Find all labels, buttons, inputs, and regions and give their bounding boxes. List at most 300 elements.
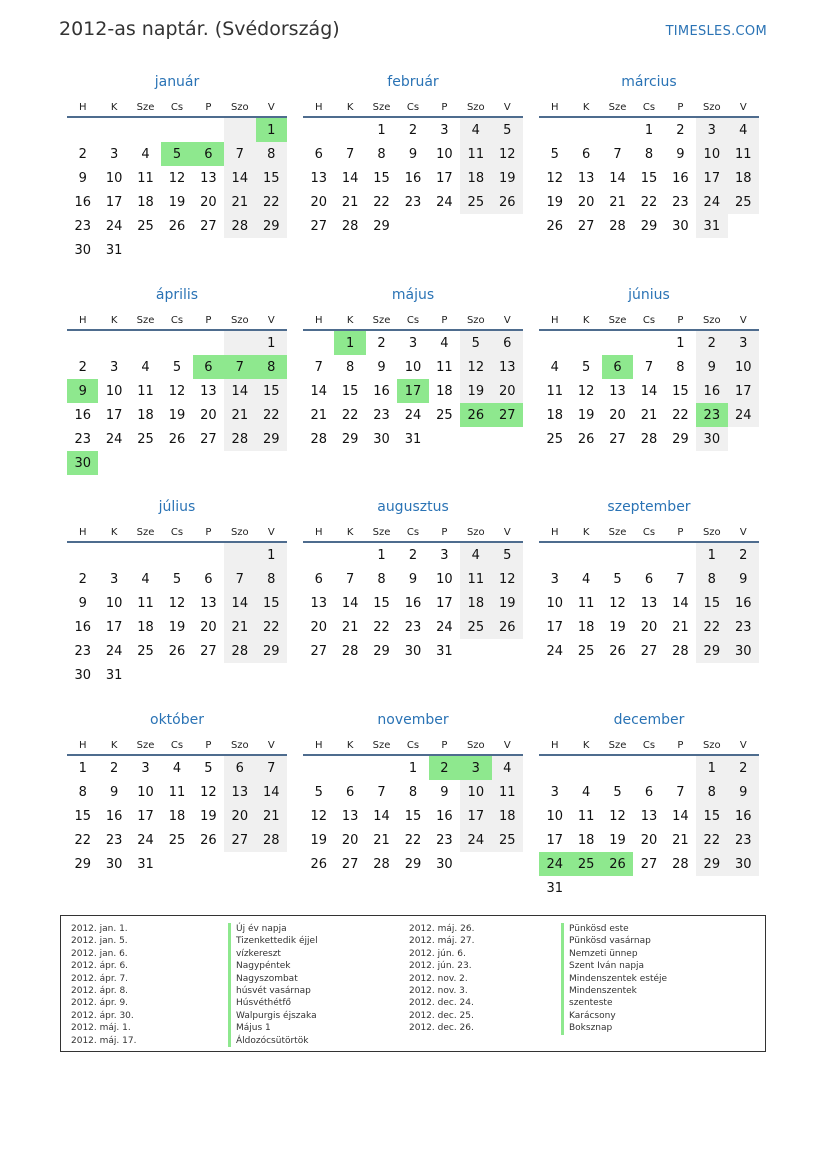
day-cell: 21 xyxy=(672,832,689,848)
week-row xyxy=(539,117,759,142)
day-cell: 2 xyxy=(78,571,87,587)
empty-cell xyxy=(193,451,224,475)
day-cell: 28 xyxy=(224,214,255,238)
day-cell: 29 xyxy=(373,218,390,234)
day-cell: 24 xyxy=(546,643,563,659)
empty-cell xyxy=(161,117,192,142)
week-row xyxy=(303,828,523,852)
empty-cell xyxy=(728,876,759,900)
day-cell: 5 xyxy=(613,784,622,800)
empty-cell xyxy=(224,330,255,355)
day-cell: 4 xyxy=(141,146,150,162)
day-cell: 18 xyxy=(460,166,491,190)
empty-cell xyxy=(602,755,633,780)
day-cell: 10 xyxy=(436,146,453,162)
day-cell: 4 xyxy=(141,571,150,587)
weekday-header: Szo xyxy=(460,523,491,542)
day-cell: 8 xyxy=(377,146,386,162)
day-cell: 15 xyxy=(74,808,91,824)
empty-cell xyxy=(161,330,192,355)
week-row xyxy=(539,166,759,190)
day-cell: 12 xyxy=(577,383,595,399)
day-cell: 16 xyxy=(373,383,390,399)
empty-cell xyxy=(539,542,570,567)
empty-cell xyxy=(460,214,491,238)
weekday-header: Sze xyxy=(602,523,633,542)
empty-cell xyxy=(602,117,633,142)
day-cell: 6 xyxy=(314,146,323,162)
day-cell: 9 xyxy=(728,780,759,804)
weekday-header: Cs xyxy=(161,523,192,542)
day-cell: 31 xyxy=(436,643,453,659)
day-cell: 16 xyxy=(74,194,91,210)
empty-cell xyxy=(570,876,601,900)
day-cell: 13 xyxy=(609,383,626,399)
month-table xyxy=(539,736,759,900)
day-cell: 25 xyxy=(546,431,563,447)
weekday-header: K xyxy=(98,523,129,542)
day-cell: 3 xyxy=(141,760,150,776)
week-row xyxy=(303,542,523,567)
day-cell: 19 xyxy=(460,379,491,403)
empty-cell xyxy=(193,542,224,567)
empty-cell xyxy=(256,451,287,475)
day-cell: 1 xyxy=(696,755,727,780)
day-cell: 10 xyxy=(137,784,154,800)
week-row xyxy=(67,828,287,852)
empty-cell xyxy=(460,852,491,876)
month-block xyxy=(539,497,759,663)
day-cell: 30 xyxy=(105,856,123,872)
day-cell: 10 xyxy=(460,780,491,804)
day-cell: 25 xyxy=(137,643,154,659)
day-cell: 20 xyxy=(609,407,626,423)
day-cell: 5 xyxy=(492,542,523,567)
day-cell: 7 xyxy=(256,755,287,780)
legend-entry: 2012. ápr. 30. xyxy=(71,1010,134,1021)
day-cell: 17 xyxy=(436,170,453,186)
empty-cell xyxy=(130,330,161,355)
day-cell: 25 xyxy=(168,832,186,848)
day-cell: 28 xyxy=(256,828,287,852)
weekday-header: V xyxy=(492,311,523,330)
day-cell: 18 xyxy=(436,383,453,399)
weekday-header: Szo xyxy=(224,736,255,755)
weekday-header: V xyxy=(256,311,287,330)
day-cell: 26 xyxy=(609,643,626,659)
day-cell: 27 xyxy=(577,218,595,234)
day-cell: 1 xyxy=(256,330,287,355)
weekday-header: Szo xyxy=(696,736,727,755)
weekday-header: V xyxy=(256,523,287,542)
weekday-header: H xyxy=(303,311,334,330)
empty-cell xyxy=(161,663,192,687)
month-name: szeptember xyxy=(607,499,691,515)
day-cell: 10 xyxy=(404,359,422,375)
week-row xyxy=(67,355,287,379)
empty-cell xyxy=(696,876,727,900)
week-row xyxy=(539,804,759,828)
month-name: július xyxy=(158,499,196,515)
day-cell: 2 xyxy=(676,122,685,138)
weekday-header: Sze xyxy=(130,736,161,755)
week-row xyxy=(67,166,287,190)
weekday-header: Sze xyxy=(366,311,397,330)
weekday-header: Sze xyxy=(602,736,633,755)
week-row xyxy=(303,755,523,780)
weekday-header: H xyxy=(539,311,570,330)
day-cell: 7 xyxy=(314,359,323,375)
month-table xyxy=(303,523,523,663)
day-cell: 3 xyxy=(440,547,449,563)
month-block xyxy=(67,72,287,262)
week-row xyxy=(539,214,759,238)
day-cell: 8 xyxy=(345,359,355,375)
week-row xyxy=(539,780,759,804)
day-cell: 9 xyxy=(408,571,418,587)
day-cell: 4 xyxy=(550,359,559,375)
day-cell: 18 xyxy=(137,194,154,210)
day-cell: 8 xyxy=(408,784,418,800)
day-cell: 11 xyxy=(460,567,491,591)
weekday-header: Szo xyxy=(696,311,727,330)
empty-cell xyxy=(224,117,255,142)
day-cell: 25 xyxy=(137,431,154,447)
day-cell: 3 xyxy=(460,755,491,780)
empty-cell xyxy=(224,451,255,475)
day-cell: 25 xyxy=(460,615,491,639)
day-cell: 19 xyxy=(492,166,523,190)
day-cell: 26 xyxy=(310,856,327,872)
day-cell: 31 xyxy=(137,856,154,872)
weekday-header: Cs xyxy=(161,98,192,117)
week-row xyxy=(67,755,287,780)
day-cell: 23 xyxy=(404,194,422,210)
day-cell: 12 xyxy=(460,355,491,379)
day-cell: 20 xyxy=(310,619,327,635)
holiday-legend xyxy=(60,915,766,1052)
legend-entry: Mindenszentek xyxy=(561,985,667,997)
day-cell: 19 xyxy=(310,832,327,848)
empty-cell xyxy=(193,663,224,687)
day-cell: 25 xyxy=(436,407,453,423)
weekday-header: V xyxy=(256,736,287,755)
day-cell: 21 xyxy=(373,832,390,848)
empty-cell xyxy=(67,330,98,355)
day-cell: 13 xyxy=(200,383,217,399)
weekday-header: V xyxy=(256,98,287,117)
month-name: december xyxy=(613,712,685,728)
weekday-header: H xyxy=(67,736,98,755)
month-name: június xyxy=(628,287,670,303)
day-cell: 26 xyxy=(460,403,491,427)
day-cell: 14 xyxy=(609,170,626,186)
day-cell: 8 xyxy=(696,567,727,591)
day-cell: 18 xyxy=(168,808,186,824)
empty-cell xyxy=(539,117,570,142)
day-cell: 26 xyxy=(602,852,633,876)
day-cell: 4 xyxy=(460,542,491,567)
day-cell: 30 xyxy=(728,852,759,876)
empty-cell xyxy=(334,542,365,567)
day-cell: 27 xyxy=(492,403,523,427)
day-cell: 29 xyxy=(256,639,287,663)
day-cell: 28 xyxy=(224,427,255,451)
month-name: október xyxy=(150,712,204,728)
week-row xyxy=(67,591,287,615)
legend-entry: 2012. nov. 3. xyxy=(409,986,468,997)
day-cell: 17 xyxy=(460,804,491,828)
day-cell: 15 xyxy=(256,591,287,615)
legend-entry: Május 1 xyxy=(228,1022,318,1034)
day-cell: 8 xyxy=(696,780,727,804)
day-cell: 10 xyxy=(105,383,123,399)
day-cell: 17 xyxy=(546,832,563,848)
day-cell: 13 xyxy=(492,355,523,379)
legend-entry: 2012. máj. 27. xyxy=(409,936,475,947)
weekday-header: H xyxy=(303,523,334,542)
day-cell: 16 xyxy=(105,808,123,824)
day-cell: 13 xyxy=(200,595,217,611)
empty-cell xyxy=(429,214,460,238)
day-cell: 18 xyxy=(728,166,759,190)
weekday-header: K xyxy=(570,523,601,542)
legend-entry: 2012. jan. 1. xyxy=(71,924,128,934)
day-cell: 7 xyxy=(224,355,255,379)
day-cell: 7 xyxy=(224,567,255,591)
day-cell: 17 xyxy=(105,407,123,423)
day-cell: 21 xyxy=(341,619,359,635)
day-cell: 20 xyxy=(640,832,658,848)
legend-entry: húsvét vasárnap xyxy=(228,985,318,997)
day-cell: 21 xyxy=(224,403,255,427)
day-cell: 28 xyxy=(341,218,359,234)
week-row xyxy=(67,804,287,828)
day-cell: 6 xyxy=(644,571,654,587)
empty-cell xyxy=(429,427,460,451)
day-cell: 17 xyxy=(728,379,759,403)
day-cell: 21 xyxy=(224,190,255,214)
weekday-header: P xyxy=(193,736,224,755)
legend-dates-left xyxy=(71,923,136,1047)
empty-cell xyxy=(460,639,491,663)
day-cell: 24 xyxy=(436,619,453,635)
day-cell: 19 xyxy=(492,591,523,615)
legend-entry: 2012. ápr. 9. xyxy=(71,998,129,1009)
day-cell: 29 xyxy=(696,852,727,876)
legend-entry: Nemzeti ünnep xyxy=(561,948,667,960)
weekday-header: K xyxy=(570,736,601,755)
empty-cell xyxy=(98,542,129,567)
day-cell: 19 xyxy=(546,194,563,210)
day-cell: 7 xyxy=(613,146,622,162)
day-cell: 10 xyxy=(105,595,123,611)
day-cell: 5 xyxy=(204,760,213,776)
empty-cell xyxy=(570,117,601,142)
month-block xyxy=(67,710,287,876)
day-cell: 14 xyxy=(256,780,287,804)
day-cell: 6 xyxy=(345,784,355,800)
day-cell: 16 xyxy=(404,170,422,186)
weekday-header: Sze xyxy=(366,736,397,755)
day-cell: 23 xyxy=(436,832,453,848)
day-cell: 27 xyxy=(200,431,217,447)
day-cell: 28 xyxy=(224,639,255,663)
week-row xyxy=(539,755,759,780)
month-block xyxy=(303,497,523,663)
week-row xyxy=(67,330,287,355)
week-row xyxy=(539,142,759,166)
weekday-header: H xyxy=(67,523,98,542)
week-row xyxy=(539,591,759,615)
day-cell: 11 xyxy=(436,359,453,375)
day-cell: 22 xyxy=(672,407,689,423)
day-cell: 14 xyxy=(224,591,255,615)
month-table xyxy=(67,523,287,687)
weekday-header: K xyxy=(98,311,129,330)
day-cell: 11 xyxy=(577,808,595,824)
month-table xyxy=(539,311,759,451)
day-cell: 2 xyxy=(429,755,460,780)
empty-cell xyxy=(570,755,601,780)
day-cell: 19 xyxy=(168,407,186,423)
day-cell: 29 xyxy=(640,218,658,234)
day-cell: 10 xyxy=(436,571,453,587)
day-cell: 17 xyxy=(105,619,123,635)
weekday-header: Cs xyxy=(161,736,192,755)
day-cell: 27 xyxy=(640,856,658,872)
day-cell: 1 xyxy=(256,117,287,142)
month-name: augusztus xyxy=(377,499,449,515)
day-cell: 18 xyxy=(137,619,154,635)
month-name: május xyxy=(391,287,435,303)
site-link[interactable]: TIMESLES.COM xyxy=(665,24,767,39)
week-row xyxy=(67,567,287,591)
empty-cell xyxy=(303,755,334,780)
empty-cell xyxy=(602,876,633,900)
weekday-header: H xyxy=(67,311,98,330)
day-cell: 17 xyxy=(436,595,453,611)
day-cell: 15 xyxy=(672,383,689,399)
day-cell: 27 xyxy=(200,643,217,659)
week-row xyxy=(67,639,287,663)
day-cell: 6 xyxy=(204,571,213,587)
day-cell: 18 xyxy=(546,407,563,423)
day-cell: 3 xyxy=(109,146,119,162)
day-cell: 1 xyxy=(78,760,87,776)
day-cell: 1 xyxy=(377,547,386,563)
empty-cell xyxy=(67,117,98,142)
weekday-header: Cs xyxy=(633,523,664,542)
day-cell: 31 xyxy=(105,242,123,258)
legend-entry: 2012. ápr. 7. xyxy=(71,973,129,984)
day-cell: 22 xyxy=(256,403,287,427)
empty-cell xyxy=(161,451,192,475)
day-cell: 5 xyxy=(172,359,182,375)
day-cell: 6 xyxy=(581,146,591,162)
day-cell: 14 xyxy=(341,595,359,611)
day-cell: 15 xyxy=(640,170,658,186)
day-cell: 6 xyxy=(224,755,255,780)
empty-cell xyxy=(492,214,523,238)
day-cell: 20 xyxy=(640,619,658,635)
day-cell: 3 xyxy=(728,330,759,355)
day-cell: 13 xyxy=(341,808,359,824)
day-cell: 24 xyxy=(105,218,123,234)
day-cell: 17 xyxy=(696,166,727,190)
day-cell: 17 xyxy=(137,808,154,824)
day-cell: 19 xyxy=(168,194,186,210)
weekday-header: P xyxy=(429,98,460,117)
month-table xyxy=(303,98,523,238)
weekday-header: P xyxy=(665,523,696,542)
day-cell: 27 xyxy=(310,218,327,234)
week-row xyxy=(67,427,287,451)
day-cell: 27 xyxy=(200,218,217,234)
day-cell: 28 xyxy=(672,643,689,659)
week-row xyxy=(67,663,287,687)
legend-entry: szenteste xyxy=(561,997,667,1009)
month-table xyxy=(539,523,759,663)
day-cell: 12 xyxy=(609,808,626,824)
empty-cell xyxy=(224,542,255,567)
day-cell: 25 xyxy=(492,828,523,852)
day-cell: 22 xyxy=(373,619,390,635)
legend-entry: Húsvéthétfő xyxy=(228,997,318,1009)
day-cell: 9 xyxy=(408,146,418,162)
day-cell: 29 xyxy=(256,214,287,238)
weekday-header: Cs xyxy=(633,736,664,755)
day-cell: 19 xyxy=(577,407,595,423)
empty-cell xyxy=(665,755,696,780)
day-cell: 9 xyxy=(676,146,685,162)
day-cell: 5 xyxy=(161,142,192,166)
week-row xyxy=(303,403,523,427)
day-cell: 29 xyxy=(404,856,422,872)
empty-cell xyxy=(98,117,129,142)
day-cell: 2 xyxy=(78,359,87,375)
weekday-header: Sze xyxy=(366,98,397,117)
day-cell: 29 xyxy=(696,639,727,663)
day-cell: 23 xyxy=(74,643,91,659)
day-cell: 10 xyxy=(546,808,563,824)
day-cell: 28 xyxy=(640,431,658,447)
legend-entry: 2012. dec. 25. xyxy=(409,1010,474,1021)
day-cell: 20 xyxy=(577,194,595,210)
empty-cell xyxy=(256,663,287,687)
day-cell: 14 xyxy=(224,166,255,190)
weekday-header: P xyxy=(429,523,460,542)
day-cell: 4 xyxy=(172,760,182,776)
month-block xyxy=(303,285,523,451)
weekday-header: Sze xyxy=(602,311,633,330)
empty-cell xyxy=(602,542,633,567)
legend-entry: Nagypéntek xyxy=(228,960,318,972)
day-cell: 2 xyxy=(377,335,386,351)
empty-cell xyxy=(397,214,428,238)
legend-entry: 2012. dec. 24. xyxy=(409,998,474,1009)
month-table xyxy=(67,98,287,262)
weekday-header: P xyxy=(665,736,696,755)
empty-cell xyxy=(193,852,224,876)
month-table xyxy=(539,98,759,238)
weekday-header: V xyxy=(728,523,759,542)
day-cell: 1 xyxy=(644,122,654,138)
weekday-header: Cs xyxy=(397,311,428,330)
day-cell: 31 xyxy=(404,431,422,447)
empty-cell xyxy=(130,663,161,687)
weekday-header: K xyxy=(334,523,365,542)
